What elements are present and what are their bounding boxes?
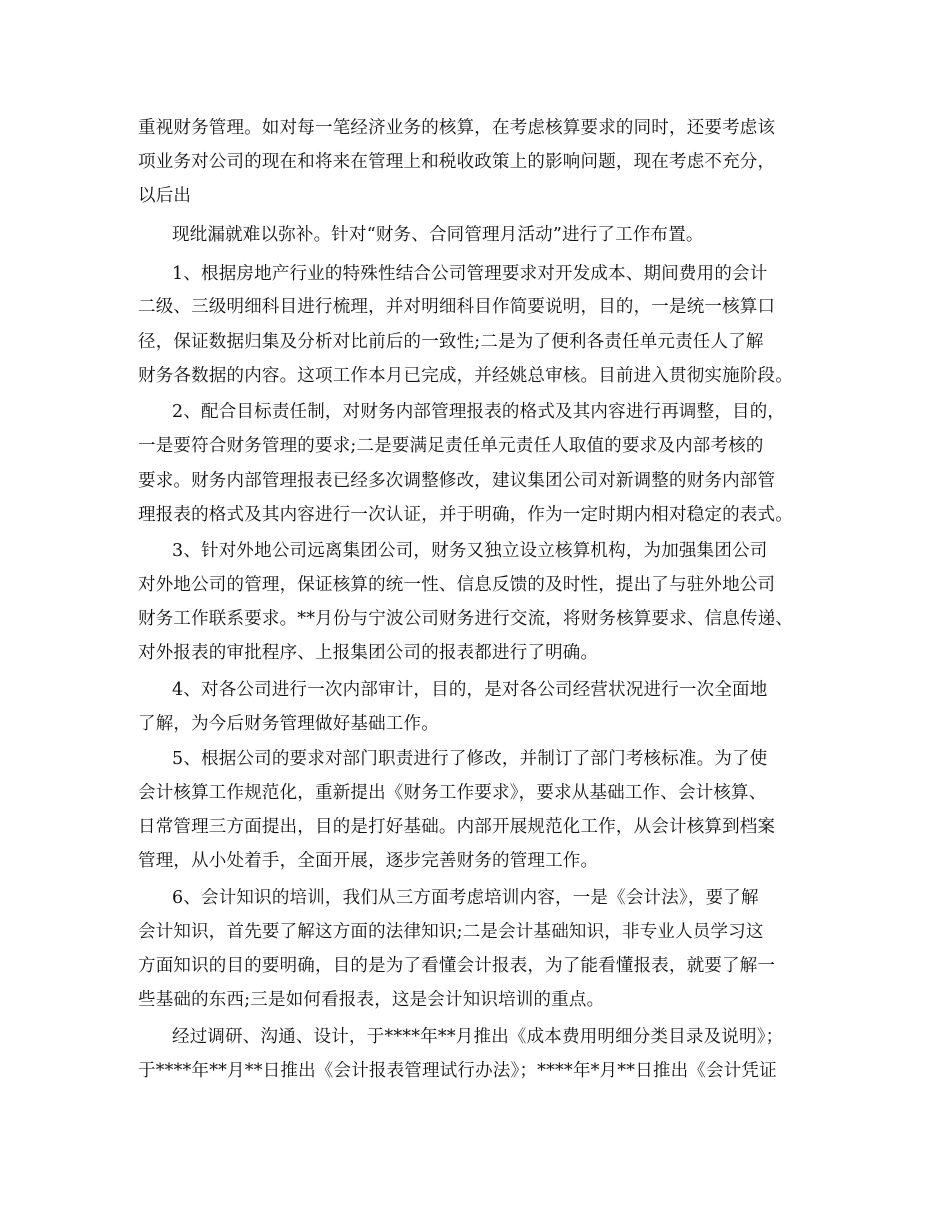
- text-line: 二级、三级明细科目进行梳理，并对明细科目作简要说明，目的，一是统一核算口: [138, 297, 776, 317]
- text-line: 了解，为今后财务管理做好基础工作。: [138, 714, 439, 734]
- text-line: 管理，从小处着手，全面开展，逐步完善财务的管理工作。: [138, 851, 599, 871]
- text-line: 要求。财务内部管理报表已经多次调整修改，建议集团公司对新调整的财务内部管: [138, 471, 776, 491]
- text-line: 会计核算工作规范化，重新提出《财务工作要求》，要求从基础工作、会计核算、: [138, 783, 767, 803]
- text-line: 经过调研、沟通、设计，于****年**月推出《成本费用明细分类目录及说明》；: [172, 1027, 784, 1047]
- text-line: 现纰漏就难以弥补。针对“财务、合同管理月活动”进行了工作布置。: [172, 225, 704, 245]
- text-line: 2、配合目标责任制，对财务内部管理报表的格式及其内容进行再调整，目的，: [172, 402, 786, 422]
- text-line: 3、针对外地公司远离集团公司，财务又独立设立核算机构，为加强集团公司: [172, 541, 768, 561]
- text-line: 以后出: [138, 186, 192, 206]
- text-line: 些基础的东西;三是如何看报表，这是会计知识培训的重点。: [138, 990, 605, 1010]
- text-line: 会计知识，首先要了解这方面的法律知识;二是会计基础知识，非专业人员学习这: [138, 922, 764, 942]
- text-line: 1、根据房地产行业的特殊性结合公司管理要求对开发成本、期间费用的会计: [172, 264, 768, 284]
- text-line: 重视财务管理。如对每一笔经济业务的核算，在考虑核算要求的同时，还要考虑该: [138, 118, 776, 138]
- text-line: 5、根据公司的要求对部门职责进行了修改，并制订了部门考核标准。为了使: [172, 749, 768, 769]
- text-line: 日常管理三方面提出，目的是打好基础。内部开展规范化工作，从会计核算到档案: [138, 817, 776, 837]
- text-line: 方面知识的目的要明确，目的是为了看懂会计报表，为了能看懂报表，就要了解一: [138, 956, 776, 976]
- text-line: 径，保证数据归集及分析对比前后的一致性;二是为了便利各责任单元责任人了解: [138, 332, 764, 352]
- text-line: 项业务对公司的现在和将来在管理上和税收政策上的影响问题，现在考虑不充分，: [138, 152, 776, 172]
- text-line: 理报表的格式及其内容进行一次认证，并于明确，作为一定时期内相对稳定的表式。: [138, 505, 793, 525]
- text-line: 一是要符合财务管理的要求;二是要满足责任单元责任人取值的要求及内部考核的: [138, 436, 764, 456]
- text-line: 于****年**月**日推出《会计报表管理试行办法》；****年*月**日推出《会计凭证: [138, 1061, 777, 1081]
- text-line: 财务各数据的内容。这项工作本月已完成，并经姚总审核。目前进入贯彻实施阶段。: [138, 366, 793, 386]
- text-line: 对外地公司的管理，保证核算的统一性、信息反馈的及时性，提出了与驻外地公司: [138, 575, 776, 595]
- text-line: 财务工作联系要求。**月份与宁波公司财务进行交流，将财务核算要求、信息传递、: [138, 609, 794, 629]
- text-line: 4、对各公司进行一次内部审计，目的，是对各公司经营状况进行一次全面地: [172, 680, 768, 700]
- text-line: 对外报表的审批程序、上报集团公司的报表都进行了明确。: [138, 643, 599, 663]
- text-line: 6、会计知识的培训，我们从三方面考虑培训内容，一是《会计法》，要了解: [172, 888, 759, 908]
